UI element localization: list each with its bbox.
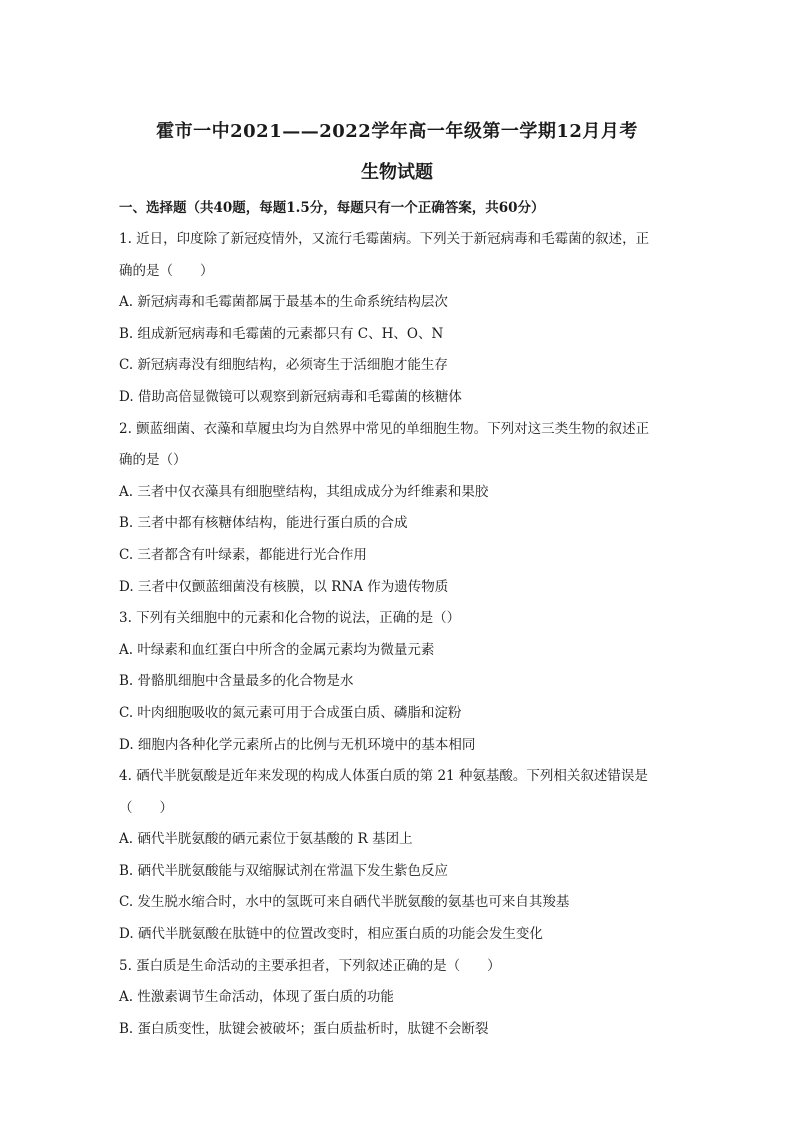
question-stem-line: （ ） [119, 799, 173, 816]
question-stem-line: 3. 下列有关细胞中的元素和化合物的说法，正确的是（） [119, 610, 461, 627]
section-heading: 一、选择题（共40题，每题1.5分，每题只有一个正确答案，共60分） [119, 200, 545, 216]
answer-option: C. 三者都含有叶绿素，都能进行光合作用 [119, 546, 367, 563]
question-stem-line: 确的是（ ） [119, 262, 214, 279]
answer-option: B. 骨骼肌细胞中含量最多的化合物是水 [119, 673, 354, 690]
answer-option: D. 借助高倍显微镜可以观察到新冠病毒和毛霉菌的核糖体 [119, 388, 462, 405]
answer-option: C. 发生脱水缩合时，水中的氢既可来自硒代半胱氨酸的氨基也可来自其羧基 [119, 894, 570, 911]
question-stem-line: 2. 颤蓝细菌、衣藻和草履虫均为自然界中常见的单细胞生物。下列对这三类生物的叙述正 [119, 420, 650, 437]
question-2 [119, 414, 679, 604]
answer-option: B. 组成新冠病毒和毛霉菌的元素都只有 C、H、O、N [119, 325, 444, 342]
question-stem-line: 4. 硒代半胱氨酸是近年来发现的构成人体蛋白质的第 21 种氨基酸。下列相关叙述错误是 [119, 768, 648, 785]
answer-option: D. 三者中仅颤蓝细菌没有核膜，以 RNA 作为遗传物质 [119, 578, 449, 595]
answer-option: B. 三者中都有核糖体结构，能进行蛋白质的合成 [119, 515, 408, 532]
answer-option: A. 硒代半胱氨酸的硒元素位于氨基酸的 R 基团上 [119, 831, 413, 848]
exam-subtitle: 生物试题 [361, 162, 433, 183]
question-stem-line: 确的是（） [119, 452, 187, 469]
question-stem-line: 1. 近日，印度除了新冠疫情外，又流行毛霉菌病。下列关于新冠病毒和毛霉菌的叙述，正 [119, 231, 650, 247]
answer-option: A. 新冠病毒和毛霉菌都属于最基本的生命系统结构层次 [119, 294, 448, 311]
answer-option: B. 硒代半胱氨酸能与双缩脲试剂在常温下发生紫色反应 [119, 862, 449, 879]
answer-option: C. 新冠病毒没有细胞结构，必须寄生于活细胞才能生存 [119, 357, 448, 374]
answer-option: D. 硒代半胱氨酸在肽链中的位置改变时，相应蛋白质的功能会发生变化 [119, 926, 543, 943]
exam-title: 霍市一中2021——2022学年高一年级第一学期12月月考 [156, 121, 638, 142]
question-5 [119, 951, 679, 1046]
answer-option: D. 细胞内各种化学元素所占的比例与无机环境中的基本相同 [119, 736, 476, 753]
answer-option: C. 叶肉细胞吸收的氮元素可用于合成蛋白质、磷脂和淀粉 [119, 704, 462, 721]
answer-option: A. 三者中仅衣藻具有细胞壁结构，其组成成分为纤维素和果胶 [119, 483, 489, 500]
question-stem-line: 5. 蛋白质是生命活动的主要承担者，下列叙述正确的是（ ） [119, 957, 501, 974]
question-1 [119, 224, 679, 414]
answer-option: B. 蛋白质变性，肽键会被破坏；蛋白质盐析时，肽键不会断裂 [119, 1020, 489, 1037]
answer-option: A. 性激素调节生命活动，体现了蛋白质的功能 [119, 989, 394, 1006]
question-list [119, 224, 679, 1045]
answer-option: A. 叶绿素和血红蛋白中所含的金属元素均为微量元素 [119, 641, 435, 658]
question-3 [119, 603, 679, 761]
question-4 [119, 761, 679, 951]
